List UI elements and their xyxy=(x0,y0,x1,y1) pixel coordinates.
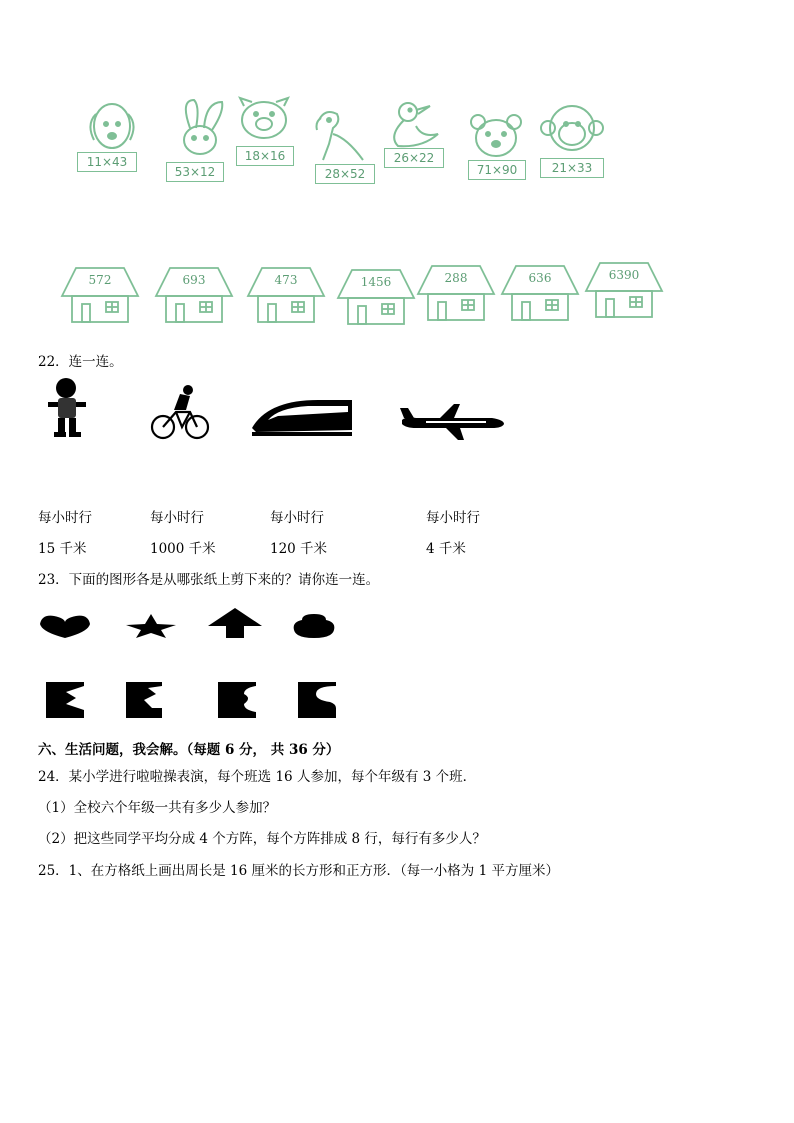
speed-label: 每小时行 xyxy=(270,510,324,526)
arrow-up-icon xyxy=(208,608,262,638)
blob-shape-icon xyxy=(292,614,336,638)
train-icon xyxy=(248,392,358,442)
cut-paper-2 xyxy=(126,682,162,718)
house xyxy=(246,266,326,326)
house-number: 288 xyxy=(444,271,468,285)
star-icon xyxy=(126,614,176,638)
duck-icon xyxy=(382,100,446,150)
bear-icon xyxy=(468,112,524,160)
house xyxy=(500,264,580,324)
airplane-icon xyxy=(396,402,508,442)
q22-title: 22．连一连。 xyxy=(38,354,123,370)
house-number: 6390 xyxy=(608,268,640,282)
speed-label: 每小时行 xyxy=(426,510,480,526)
animal-card: 11×43 xyxy=(77,152,137,172)
monkey-icon xyxy=(538,102,606,156)
speed-value: 1000 千米 xyxy=(150,541,216,557)
pig-icon xyxy=(236,96,292,146)
house xyxy=(416,264,496,324)
house-number: 1456 xyxy=(360,275,392,289)
house-number: 473 xyxy=(274,273,298,287)
q24-sub1: （1）全校六个年级一共有多少人参加？ xyxy=(38,800,277,816)
animal-card: 53×12 xyxy=(166,162,224,182)
q24-sub2: （2）把这些同学平均分成 4 个方阵，每个方阵排成 8 行，每行有多少人？ xyxy=(38,831,486,847)
house-number: 572 xyxy=(88,273,112,287)
rabbit-icon xyxy=(170,98,230,160)
animal-card: 26×22 xyxy=(384,148,444,168)
house-number: 636 xyxy=(528,271,552,285)
speed-value: 4 千米 xyxy=(426,541,466,557)
house-number: 693 xyxy=(182,273,206,287)
cut-paper-3 xyxy=(218,682,256,718)
house xyxy=(584,261,664,321)
animal-card: 21×33 xyxy=(540,158,604,178)
cut-paper-1 xyxy=(46,682,84,718)
cut-paper-4 xyxy=(298,682,336,718)
animal-card: 18×16 xyxy=(236,146,294,166)
speed-value: 15 千米 xyxy=(38,541,87,557)
speed-label: 每小时行 xyxy=(38,510,92,526)
bicycle-icon xyxy=(150,382,210,442)
dog-icon xyxy=(82,98,142,158)
house xyxy=(336,268,416,328)
heart-icon xyxy=(38,614,92,638)
person-icon xyxy=(44,376,92,440)
animal-card: 28×52 xyxy=(315,164,375,184)
animal-card: 71×90 xyxy=(468,160,526,180)
goat-icon xyxy=(305,106,369,164)
q23-title: 23．下面的图形各是从哪张纸上剪下来的？请你连一连。 xyxy=(38,572,380,588)
house xyxy=(154,266,234,326)
q24-stem: 24．某小学进行啦啦操表演，每个班选 16 人参加，每个年级有 3 个班． xyxy=(38,769,477,785)
speed-value: 120 千米 xyxy=(270,541,328,557)
section6-title: 六、生活问题，我会解。（每题 6 分， 共 36 分） xyxy=(38,742,340,758)
house xyxy=(60,266,140,326)
q25-stem: 25．1、在方格纸上画出周长是 16 厘米的长方形和正方形．（每一小格为 1 平方厘米） xyxy=(38,863,559,879)
speed-label: 每小时行 xyxy=(150,510,204,526)
